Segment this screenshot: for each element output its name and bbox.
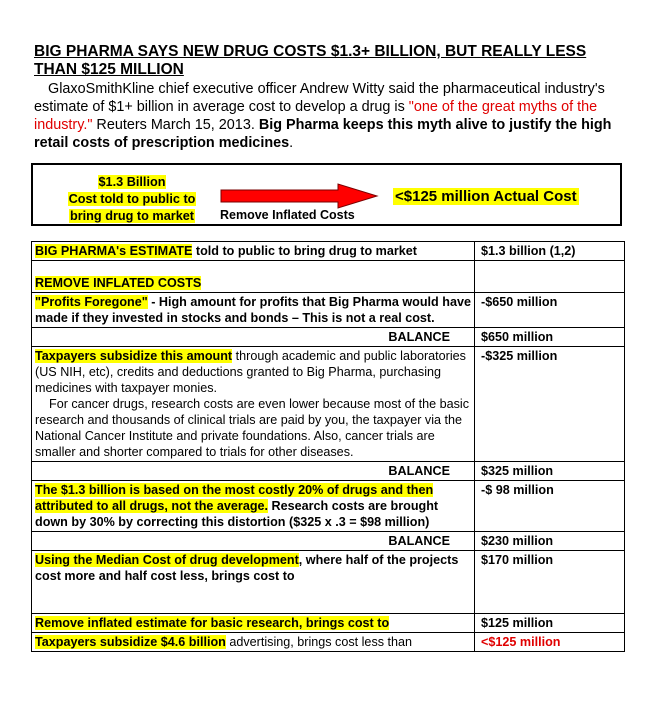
table-row — [32, 481, 625, 532]
taxpayer-subsidy-text: through academic and public laboratories (US NIH, etc), credits and deductions granted to Big Pharma, purchasing medicines with taxpayer monies. — [35, 349, 466, 395]
advertising-text: advertising, brings cost less than — [225, 635, 413, 649]
table-row — [32, 347, 625, 462]
claimed-cost-label — [57, 174, 207, 225]
estimate-text: told to public to bring drug to market — [192, 244, 417, 258]
claimed-cost-line-2: Cost told to public to — [68, 192, 196, 206]
balance-label: BALANCE — [32, 532, 475, 551]
intro-text: GlaxoSmithKline chief executive officer Andrew Witty said the pharmaceutical industry's estimate of $1+ billion in average cost to develop a drug is — [34, 81, 605, 115]
table-row — [32, 551, 625, 614]
remove-inflated-costs-label: Remove Inflated Costs — [220, 208, 355, 222]
intro-source: Reuters March 15, 2013. — [92, 117, 259, 133]
table-row — [32, 633, 625, 652]
taxpayer-subsidy-highlight: Taxpayers subsidize this amount — [35, 349, 233, 363]
row-amount: $1.3 billion (1,2) — [475, 242, 625, 261]
row-description — [32, 242, 475, 261]
row-description — [32, 261, 475, 293]
cost-breakdown-table — [31, 241, 625, 652]
row-description — [32, 614, 475, 633]
row-amount: -$650 million — [475, 293, 625, 328]
row-description — [32, 347, 475, 462]
row-amount — [475, 261, 625, 293]
right-arrow-icon — [220, 183, 380, 209]
profits-foregone-highlight: "Profits Foregone" — [35, 295, 148, 309]
table-row — [32, 261, 625, 293]
row-description — [32, 293, 475, 328]
profits-foregone-text: - High amount for profits that Big Pharma would have made if they invested in stocks and bonds – This is not a real cost. — [35, 295, 471, 325]
basic-research-highlight: Remove inflated estimate for basic research, brings cost to — [35, 616, 390, 630]
row-amount: -$325 million — [475, 347, 625, 462]
table-row — [32, 242, 625, 261]
balance-amount: $230 million — [475, 532, 625, 551]
table-row — [32, 614, 625, 633]
table-row — [32, 462, 625, 481]
table-row — [32, 293, 625, 328]
table-row — [32, 328, 625, 347]
row-description — [32, 551, 475, 614]
balance-amount: $325 million — [475, 462, 625, 481]
advertising-highlight: Taxpayers subsidize $4.6 billion — [35, 635, 226, 649]
page-title: BIG PHARMA SAYS NEW DRUG COSTS $1.3+ BILLION, BUT REALLY LESS THAN $125 MILLION — [34, 43, 587, 78]
balance-label: BALANCE — [32, 328, 475, 347]
intro-end: . — [289, 135, 294, 151]
claimed-cost-line-1: $1.3 Billion — [98, 175, 166, 189]
costly-drugs-highlight: The $1.3 billion is based on the most costly 20% of drugs and then attributed to all drugs, not the average. — [35, 483, 434, 513]
cancer-drugs-text: For cancer drugs, research costs are even lower because most of the basic research and thousands of clinical trials are paid by you, the taxpayer via the National Cancer Institute and private foundations. Also, cancer trials are smaller and shorter compared to trials for other diseases. — [35, 397, 469, 459]
row-amount: -$ 98 million — [475, 481, 625, 532]
remove-costs-heading: REMOVE INFLATED COSTS — [35, 276, 202, 290]
median-cost-highlight: Using the Median Cost of drug development — [35, 553, 299, 567]
costly-drugs-text: Research costs are brought down by 30% by correcting this distortion ($325 x .3 = $98 million) — [35, 499, 439, 529]
intro-claim: Big Pharma keeps this myth alive to justify the high retail costs of prescription medicines — [34, 117, 612, 151]
intro-quote: "one of the great myths of the industry." — [34, 99, 598, 133]
final-cost-amount: <$125 million — [475, 633, 625, 652]
balance-amount: $650 million — [475, 328, 625, 347]
intro-paragraph — [34, 80, 620, 152]
row-description — [32, 481, 475, 532]
table-row — [32, 532, 625, 551]
row-amount: $125 million — [475, 614, 625, 633]
cost-flow-box — [31, 163, 622, 226]
balance-label: BALANCE — [32, 462, 475, 481]
actual-cost-label: <$125 million Actual Cost — [395, 188, 577, 205]
row-amount: $170 million — [475, 551, 625, 614]
estimate-highlight: BIG PHARMA's ESTIMATE — [35, 244, 193, 258]
claimed-cost-line-3: bring drug to market — [69, 209, 195, 223]
median-cost-text: , where half of the projects cost more and half cost less, brings cost to — [35, 553, 459, 583]
row-description — [32, 633, 475, 652]
